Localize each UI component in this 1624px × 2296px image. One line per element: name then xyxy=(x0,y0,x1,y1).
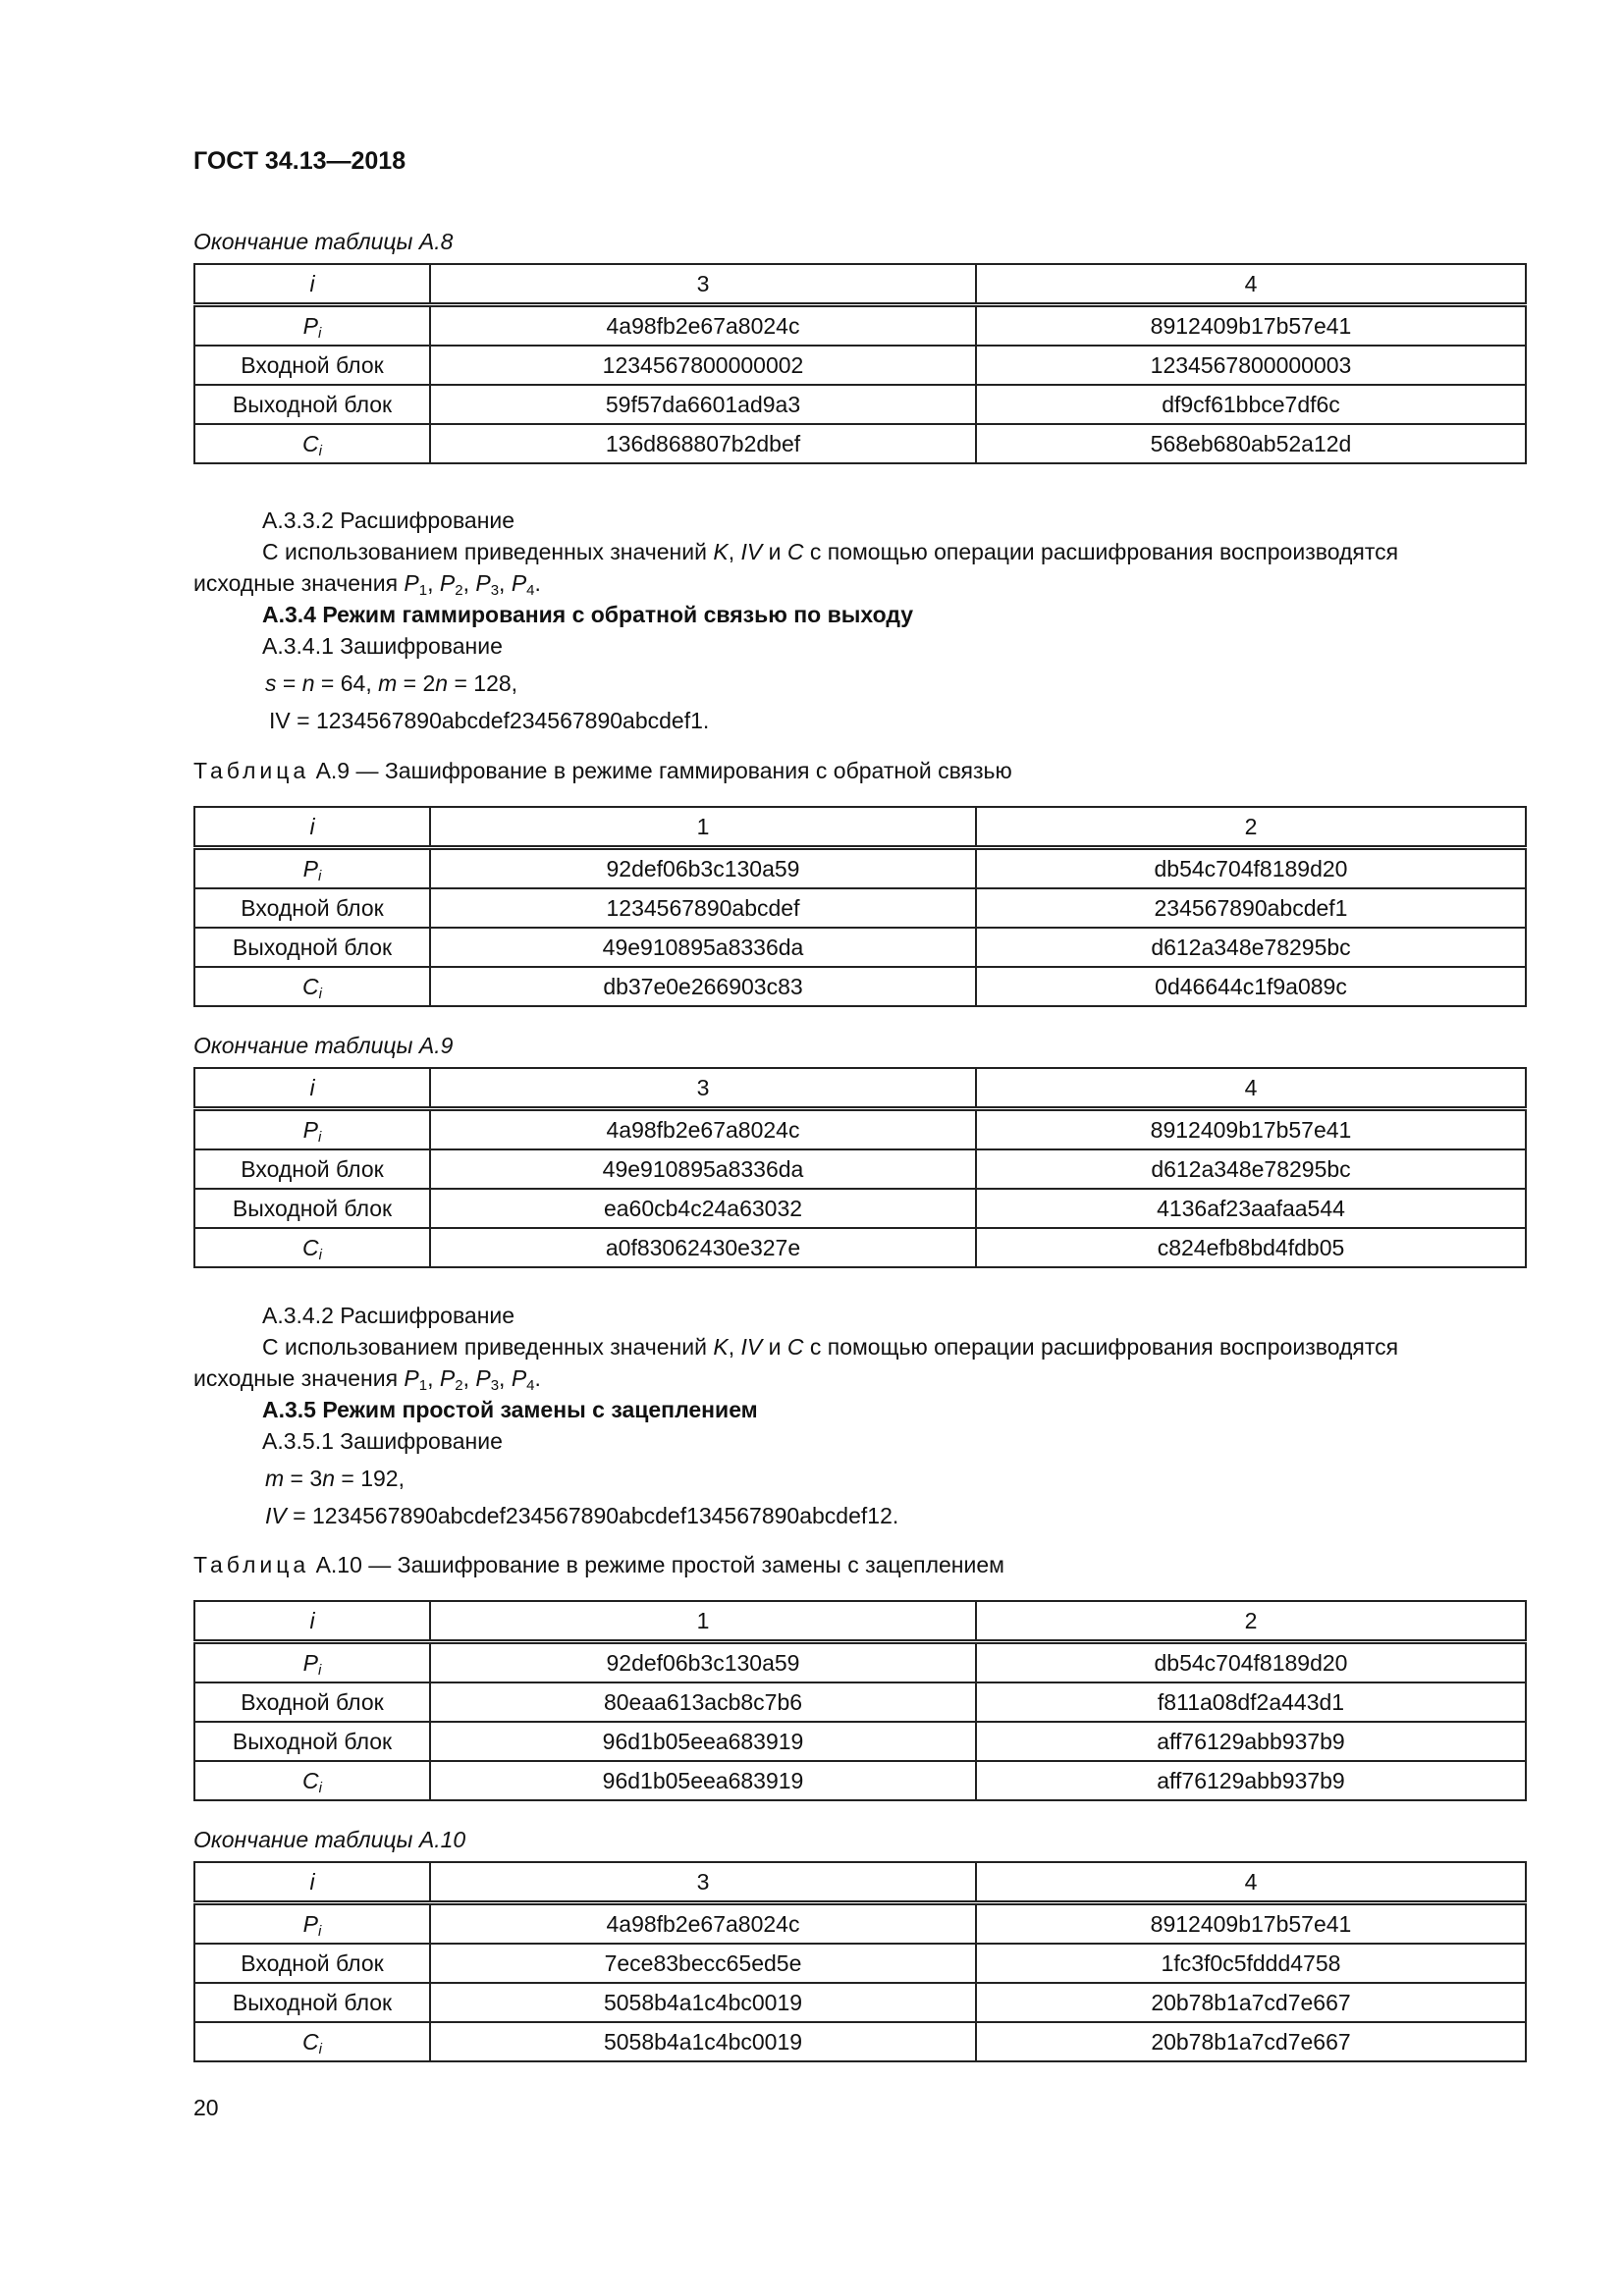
header-cell-i: i xyxy=(194,1601,430,1642)
document-header: ГОСТ 34.13—2018 xyxy=(193,147,406,175)
table-row xyxy=(194,1109,1526,1150)
table-header-row xyxy=(194,1601,1526,1642)
table-cell: 96d1b05eea683919 xyxy=(430,1722,976,1761)
table-cell: f811a08df2a443d1 xyxy=(976,1682,1526,1722)
table-row xyxy=(194,1189,1526,1228)
table-cell: 4a98fb2e67a8024c xyxy=(430,1109,976,1150)
table-a10-caption: Таблица А.10 — Зашифрование в режиме простой замены с зацеплением xyxy=(193,1552,1004,1577)
formula-s-n-m: s = n = 64, m = 2n = 128, xyxy=(265,670,518,696)
table-cell: d612a348e78295bc xyxy=(976,1149,1526,1189)
section-a3351-title: А.3.5.1 Зашифрование xyxy=(262,1428,503,1454)
table-cell: 4a98fb2e67a8024c xyxy=(430,305,976,347)
table-row xyxy=(194,967,1526,1006)
table-cell: aff76129abb937b9 xyxy=(976,1722,1526,1761)
table-a9 xyxy=(193,806,1527,1007)
table-header-row xyxy=(194,264,1526,305)
table-cell: 96d1b05eea683919 xyxy=(430,1761,976,1800)
table-cell: 8912409b17b57e41 xyxy=(976,1109,1526,1150)
header-cell: 1 xyxy=(430,807,976,848)
row-label-p: $P_i$ xyxy=(194,1903,430,1945)
table-header-row xyxy=(194,1862,1526,1903)
row-label-input: Входной блок xyxy=(194,1149,430,1189)
table-row xyxy=(194,1149,1526,1189)
table-row xyxy=(194,1228,1526,1267)
row-label-c: $C_i$ xyxy=(194,2022,430,2061)
header-cell: 2 xyxy=(976,1601,1526,1642)
row-label-c: $C_i$ xyxy=(194,1228,430,1267)
table-a8-end xyxy=(193,263,1527,464)
table-cell: 1fc3f0c5fddd4758 xyxy=(976,1944,1526,1983)
table-cell: 1234567890abcdef xyxy=(430,888,976,928)
table-header-row xyxy=(194,1068,1526,1109)
section-a342-title: А.3.4.2 Расшифрование xyxy=(262,1303,515,1328)
section-a334-title: А.3.4 Режим гаммирования с обратной связью по выходу xyxy=(262,602,913,627)
table-cell: 1234567800000002 xyxy=(430,346,976,385)
table-a9-end xyxy=(193,1067,1527,1268)
table-cell: 136d868807b2dbef xyxy=(430,424,976,463)
section-a332-title: А.3.3.2 Расшифрование xyxy=(262,507,515,533)
row-label-p: $P_i$ xyxy=(194,305,430,347)
section-a332-line2: исходные значения $P_1$, $P_2$, $P_3$, $P_4$. xyxy=(193,570,541,599)
table-cell: 49e910895a8336da xyxy=(430,928,976,967)
table-a10 xyxy=(193,1600,1527,1801)
table-cell: df9cf61bbce7df6c xyxy=(976,385,1526,424)
table-row xyxy=(194,1642,1526,1683)
table-row xyxy=(194,1761,1526,1800)
table-cell: ea60cb4c24a63032 xyxy=(430,1189,976,1228)
table-a9-caption: Таблица А.9 — Зашифрование в режиме гаммирования с обратной связью xyxy=(193,758,1012,783)
table-cell: c824efb8bd4fdb05 xyxy=(976,1228,1526,1267)
section-a332-line1: С использованием приведенных значений K, IV и C с помощью операции расшифрования воспроизводятся xyxy=(262,539,1399,564)
row-label-p: $P_i$ xyxy=(194,848,430,889)
table-a10-end-caption: Окончание таблицы А.10 xyxy=(193,1827,466,1852)
table-cell: 92def06b3c130a59 xyxy=(430,848,976,889)
table-cell: 80eaa613acb8c7b6 xyxy=(430,1682,976,1722)
table-cell: 20b78b1a7cd7e667 xyxy=(976,1983,1526,2022)
row-label-c: $C_i$ xyxy=(194,424,430,463)
table-cell: 4a98fb2e67a8024c xyxy=(430,1903,976,1945)
table-cell: 49e910895a8336da xyxy=(430,1149,976,1189)
table-row xyxy=(194,1903,1526,1945)
table-row xyxy=(194,848,1526,889)
row-label-p: $P_i$ xyxy=(194,1642,430,1683)
formula-iv: IV = 1234567890abcdef234567890abcdef1. xyxy=(269,708,710,733)
formula-m: m = 3n = 192, xyxy=(265,1466,405,1491)
table-row xyxy=(194,305,1526,347)
table-a9-end-caption: Окончание таблицы А.9 xyxy=(193,1033,454,1058)
table-header-row xyxy=(194,807,1526,848)
section-a3341-title: А.3.4.1 Зашифрование xyxy=(262,633,503,659)
table-cell: 20b78b1a7cd7e667 xyxy=(976,2022,1526,2061)
table-cell: 1234567800000003 xyxy=(976,346,1526,385)
table-cell: 5058b4a1c4bc0019 xyxy=(430,1983,976,2022)
header-cell: 3 xyxy=(430,264,976,305)
table-cell: 0d46644c1f9a089c xyxy=(976,967,1526,1006)
page-number: 20 xyxy=(193,2095,219,2120)
header-cell-i: i xyxy=(194,264,430,305)
table-cell: db54c704f8189d20 xyxy=(976,1642,1526,1683)
table-row xyxy=(194,2022,1526,2061)
header-cell: 4 xyxy=(976,1862,1526,1903)
table-cell: 7ece83becc65ed5e xyxy=(430,1944,976,1983)
table-cell: 59f57da6601ad9a3 xyxy=(430,385,976,424)
table-cell: aff76129abb937b9 xyxy=(976,1761,1526,1800)
header-cell-i: i xyxy=(194,1068,430,1109)
row-label-output: Выходной блок xyxy=(194,928,430,967)
row-label-c: $C_i$ xyxy=(194,967,430,1006)
table-cell: a0f83062430e327e xyxy=(430,1228,976,1267)
section-a335-title: А.3.5 Режим простой замены с зацеплением xyxy=(262,1397,758,1422)
header-cell: 2 xyxy=(976,807,1526,848)
table-cell: d612a348e78295bc xyxy=(976,928,1526,967)
table-cell: 234567890abcdef1 xyxy=(976,888,1526,928)
row-label-output: Выходной блок xyxy=(194,1722,430,1761)
header-cell-i: i xyxy=(194,807,430,848)
table-row xyxy=(194,1983,1526,2022)
table-cell: 8912409b17b57e41 xyxy=(976,1903,1526,1945)
table-row xyxy=(194,1722,1526,1761)
section-a342-line1: С использованием приведенных значений K, IV и C с помощью операции расшифрования воспроизводятся xyxy=(262,1334,1399,1360)
table-row xyxy=(194,424,1526,463)
table-cell: 5058b4a1c4bc0019 xyxy=(430,2022,976,2061)
table-row xyxy=(194,346,1526,385)
header-cell: 1 xyxy=(430,1601,976,1642)
table-cell: db54c704f8189d20 xyxy=(976,848,1526,889)
row-label-input: Входной блок xyxy=(194,888,430,928)
table-cell: 568eb680ab52a12d xyxy=(976,424,1526,463)
header-cell: 3 xyxy=(430,1068,976,1109)
row-label-output: Выходной блок xyxy=(194,1983,430,2022)
table-cell: 92def06b3c130a59 xyxy=(430,1642,976,1683)
row-label-output: Выходной блок xyxy=(194,385,430,424)
formula-iv-cbc: IV = 1234567890abcdef234567890abcdef134567890abcdef12. xyxy=(265,1503,899,1528)
row-label-input: Входной блок xyxy=(194,1944,430,1983)
row-label-output: Выходной блок xyxy=(194,1189,430,1228)
table-cell: 4136af23aafaa544 xyxy=(976,1189,1526,1228)
table-row xyxy=(194,385,1526,424)
table-a10-end xyxy=(193,1861,1527,2062)
section-a342-line2: исходные значения $P_1$, $P_2$, $P_3$, $P_4$. xyxy=(193,1365,541,1394)
table-a8-end-caption: Окончание таблицы А.8 xyxy=(193,229,454,254)
table-row xyxy=(194,928,1526,967)
header-cell-i: i xyxy=(194,1862,430,1903)
table-row xyxy=(194,888,1526,928)
row-label-input: Входной блок xyxy=(194,346,430,385)
header-cell: 4 xyxy=(976,264,1526,305)
table-cell: 8912409b17b57e41 xyxy=(976,305,1526,347)
header-cell: 3 xyxy=(430,1862,976,1903)
table-row xyxy=(194,1944,1526,1983)
row-label-p: $P_i$ xyxy=(194,1109,430,1150)
row-label-input: Входной блок xyxy=(194,1682,430,1722)
header-cell: 4 xyxy=(976,1068,1526,1109)
table-row xyxy=(194,1682,1526,1722)
row-label-c: $C_i$ xyxy=(194,1761,430,1800)
table-cell: db37e0e266903c83 xyxy=(430,967,976,1006)
